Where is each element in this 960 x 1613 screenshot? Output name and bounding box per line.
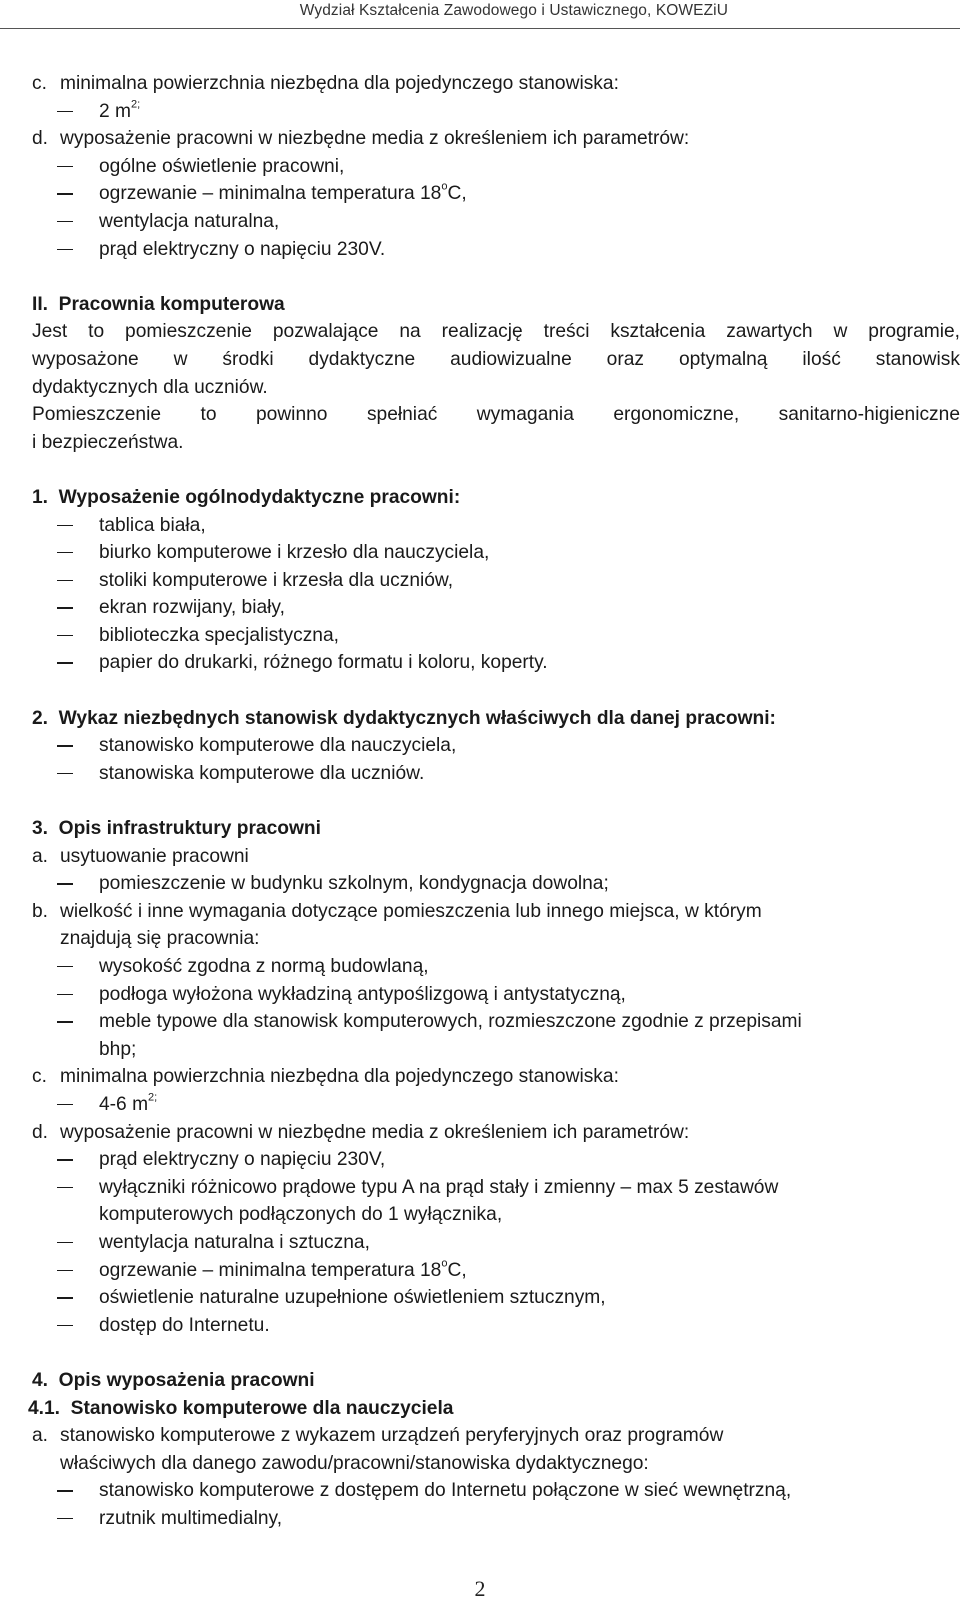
paragraph-line: Pomieszczenie to powinno spełniać wymagania ergonomiczne, sanitarno-higieniczne: [32, 404, 960, 426]
dash-bullet: [57, 193, 73, 194]
dash-item-text: biurko komputerowe i krzesło dla nauczyciela,: [99, 542, 490, 564]
dash-bullet: [57, 580, 73, 581]
list-item-b: [32, 898, 960, 926]
dash-item: [32, 1008, 960, 1036]
dash-item: [32, 732, 960, 760]
list-item-a: [32, 843, 960, 871]
dash-item-text: stanowisko komputerowe z dostępem do Internetu połączone w sieć wewnętrzną,: [99, 1480, 792, 1502]
dash-item-text: ekran rozwijany, biały,: [99, 597, 285, 619]
dash-item: [32, 1229, 960, 1257]
subsection-heading: 4.1. Stanowisko komputerowe dla nauczyciela: [28, 1397, 454, 1419]
dash-bullet: [57, 966, 73, 967]
dash-bullet: [57, 1297, 73, 1298]
dash-item-text: ogólne oświetlenie pracowni,: [99, 155, 345, 177]
dash-item-text: oświetlenie naturalne uzupełnione oświetleniem sztucznym,: [99, 1287, 606, 1309]
dash-item: [32, 98, 960, 126]
list-item-c: [32, 1063, 960, 1091]
dash-item: [32, 594, 960, 622]
dash-item-text: biblioteczka specjalistyczna,: [99, 624, 339, 646]
dash-item: [32, 180, 960, 208]
dash-bullet: [57, 994, 73, 995]
dash-bullet: [57, 1270, 73, 1271]
dash-bullet: [57, 883, 73, 884]
dash-item: [32, 1477, 960, 1505]
dash-bullet: [57, 1021, 73, 1022]
dash-item: [32, 1174, 960, 1202]
list-item-text: wyposażenie pracowni w niezbędne media z określeniem ich parametrów:: [60, 1121, 690, 1143]
dash-bullet: [57, 662, 73, 663]
dash-item-text: 4-6 $m^{2;}$: [99, 1091, 158, 1115]
list-marker: a.: [32, 845, 49, 867]
dash-item: [32, 512, 960, 540]
paragraph-line: Jest to pomieszczenie pozwalające na realizację treści kształcenia zawartych w programie,: [32, 321, 960, 343]
dash-bullet: [57, 111, 73, 112]
dash-bullet: [57, 1242, 73, 1243]
dash-item-continuation: bhp;: [99, 1038, 137, 1060]
dash-item-text: prąd elektryczny o napięciu 230V.: [99, 238, 386, 260]
section-heading: 3. Opis infrastruktury pracowni: [32, 818, 321, 840]
dash-bullet: [57, 249, 73, 250]
dash-bullet: [57, 166, 73, 167]
dash-item: [32, 1312, 960, 1340]
list-item-c: [32, 70, 960, 98]
dash-item-text: rzutnik multimedialny,: [99, 1507, 283, 1529]
dash-item: [32, 153, 960, 181]
section-heading: 4. Opis wyposażenia pracowni: [32, 1369, 315, 1391]
dash-item: [32, 1257, 960, 1285]
paragraph-line: wyposażone w środki dydaktyczne audiowizualne oraz optymalną ilość stanowisk: [32, 348, 960, 370]
dash-item: [32, 622, 960, 650]
dash-item-text: prąd elektryczny o napięciu 230V,: [99, 1149, 386, 1171]
dash-bullet: [57, 1187, 73, 1188]
dash-item-text: wentylacja naturalna i sztuczna,: [99, 1231, 370, 1253]
dash-item: [32, 760, 960, 788]
running-header: Wydział Kształcenia Zawodowego i Ustawicznego, KOWEZiU: [299, 2, 728, 19]
list-item-text: wyposażenie pracowni w niezbędne media z określeniem ich parametrów:: [60, 128, 690, 150]
dash-item: [32, 870, 960, 898]
dash-bullet: [57, 1159, 73, 1160]
dash-item-text: papier do drukarki, różnego formatu i koloru, koperty.: [99, 652, 548, 674]
list-item-continuation: znajdują się pracownia:: [60, 928, 260, 950]
dash-item: [32, 567, 960, 595]
section-heading: II. Pracownia komputerowa: [32, 293, 285, 315]
dash-item: [32, 1505, 960, 1533]
dash-bullet: [57, 552, 73, 553]
header-rule: [0, 28, 960, 29]
dash-item: [32, 236, 960, 264]
dash-item-text: podłoga wyłożona wykładziną antypoślizgową i antystatyczną,: [99, 983, 626, 1005]
dash-item-text: wysokość zgodna z normą budowlaną,: [99, 956, 429, 977]
dash-item-text: 2 $m^{2;}$: [99, 98, 141, 122]
list-item-a: [32, 1422, 960, 1450]
section-heading: 1. Wyposażenie ogólnodydaktyczne pracowni:: [32, 486, 461, 508]
list-marker: a.: [32, 1425, 49, 1447]
list-marker: c.: [32, 73, 47, 94]
dash-item-text: wyłączniki różnicowo prądowe typu A na prąd stały i zmienny – max 5 zestawów: [99, 1176, 779, 1198]
dash-bullet: [57, 607, 73, 608]
dash-item: [32, 953, 960, 981]
list-item-text: stanowisko komputerowe z wykazem urządzeń peryferyjnych oraz programów: [60, 1425, 724, 1447]
dash-bullet: [57, 1104, 73, 1105]
dash-bullet: [57, 635, 73, 636]
list-marker: c.: [32, 1066, 47, 1088]
dash-item: [32, 981, 960, 1009]
dash-bullet: [57, 1490, 73, 1491]
list-marker: d.: [32, 1121, 49, 1143]
dash-item-text: tablica biała,: [99, 514, 206, 536]
dash-item-text: pomieszczenie w budynku szkolnym, kondygnacja dowolna;: [99, 873, 609, 895]
list-item-text: minimalna powierzchnia niezbędna dla pojedynczego stanowiska:: [60, 1066, 619, 1088]
dash-item: [32, 1091, 960, 1119]
dash-bullet: [57, 1325, 73, 1326]
dash-item-text: dostęp do Internetu.: [99, 1314, 270, 1336]
dash-bullet: [57, 525, 73, 526]
dash-item: [32, 1284, 960, 1312]
list-item-continuation: właściwych dla danego zawodu/pracowni/stanowiska dydaktycznego:: [60, 1452, 649, 1474]
dash-item-text: wentylacja naturalna,: [99, 210, 280, 232]
list-item-d: [32, 1119, 960, 1147]
document-body: [28, 70, 960, 1532]
dash-item-text: ogrzewanie – minimalna temperatura 18$^o$C,: [99, 1257, 467, 1281]
dash-bullet: [57, 1518, 73, 1519]
dash-bullet: [57, 221, 73, 222]
list-item-text: usytuowanie pracowni: [60, 845, 249, 867]
page-number: 2: [474, 1576, 486, 1601]
dash-item-continuation: komputerowych podłączonych do 1 wyłącznika,: [99, 1204, 503, 1226]
dash-item: [32, 208, 960, 236]
dash-item: [32, 539, 960, 567]
dash-bullet: [57, 773, 73, 774]
list-item-d: [32, 125, 960, 153]
dash-item-text: stoliki komputerowe i krzesła dla uczniów,: [99, 569, 454, 591]
dash-item: [32, 1146, 960, 1174]
paragraph-line: i bezpieczeństwa.: [32, 431, 184, 453]
dash-item-text: meble typowe dla stanowisk komputerowych, rozmieszczone zgodnie z przepisami: [99, 1011, 802, 1033]
dash-item-text: stanowisko komputerowe dla nauczyciela,: [99, 735, 457, 757]
dash-item: [32, 649, 960, 677]
list-marker: d.: [32, 128, 49, 150]
section-heading: 2. Wykaz niezbędnych stanowisk dydaktycznych właściwych dla danej pracowni:: [32, 707, 776, 729]
paragraph-line: dydaktycznych dla uczniów.: [32, 376, 268, 398]
list-item-text: wielkość i inne wymagania dotyczące pomieszczenia lub innego miejsca, w którym: [60, 900, 762, 922]
dash-item-text: stanowiska komputerowe dla uczniów.: [99, 762, 425, 784]
dash-item-text: ogrzewanie – minimalna temperatura 18$^o$C,: [99, 181, 467, 205]
list-item-text: minimalna powierzchnia niezbędna dla pojedynczego stanowiska:: [60, 73, 619, 94]
list-marker: b.: [32, 900, 49, 922]
dash-bullet: [57, 745, 73, 746]
